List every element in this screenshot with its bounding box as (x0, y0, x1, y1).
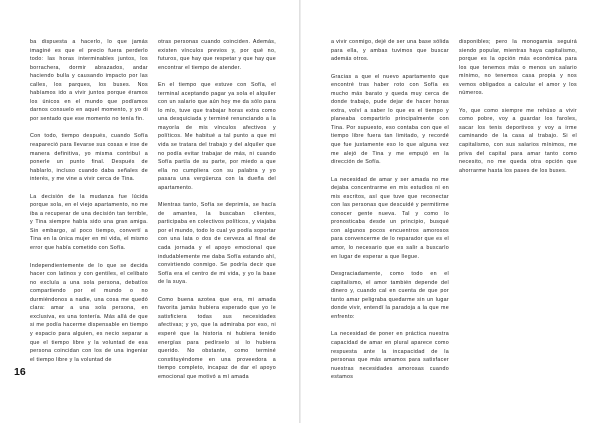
paragraph: En el tiempo que estuve con Sofía, el terminal aceptando pagar ya sola el alquiler con un salario que aún hoy me da sólo para lo mío, tuve que trabajar horas extra como una desquiciada y terminé renunciando a la mayoría de mis vínculos afectivos y políticos. Me habitué a tal punto a que mi vida se tratara del trabajo y del alquiler que no podía evitar trabajar de más, ni cuando Sofía partía de su parte, por miedo a que ella no cumpliera con su palabra y yo pasara una vergüenza con la dueña del apartamento. (158, 82, 276, 191)
left-page (0, 0, 299, 423)
paragraph: ba dispuesta a hacerlo, lo que jamás imaginé es que el precio fuera perderlo todo: las horas interminables juntos, los borrachera, dormir abrazados, andar haciendo bulla y causando impacto por las calles, los parques, los buses. Nos habíamos ido a vivir juntos porque éramos los únicos en el mundo que podíamos darnos consuelo en aquel momento, y yo di por sentado que ese momento no tenía fin. (30, 39, 148, 122)
paragraph: a vivir conmigo, dejé de ser una base sólida para ella, y ambas tuvimos que buscar además otros. (331, 39, 449, 63)
paragraph: Mientras tanto, Sofía se deprimía, se hacía de amantes, la buscaban clientes, participaba en colectivos políticos, y viajaba por el mundo, todo lo cual yo podía soportar con una lata o dos de cerveza al final de cada jornada y el apoyo emocional que indudablemente me daba Sofía estando ahí, convirtiendo conmigo. Se podría decir que Sofía era el centro de mi vida, y yo la base de la suya. (158, 202, 276, 286)
text-column-2 (158, 38, 276, 390)
paragraph: La necesidad de amar y ser amada no me dejaba concentrarme en mis estudios ni en mis escritos, así que tuve que reconectar con las personas que descuidé y permitirme conocer gente nueva. Tal y como lo pronosticaba desde un principio, busqué con algunos pocos encuentros amorosos para convencerme de lo reparador que es el amor, lo necesario que es salir a buscarlo en lugar de esperar a que llegue. (331, 176, 449, 260)
text-column-4 (459, 38, 577, 184)
paragraph: Con todo, tiempo después, cuando Sofía reapareció para llevarse sus cosas e irse de manera definitiva, yo misma contribuí a ponerle un punto final. Después de hablarlo, incluso cuando daba señales de interés, y me vine a vivir cerca de Tina. (30, 133, 148, 183)
right-page (301, 0, 600, 423)
paragraph: La necesidad de poner en práctica nuestra capacidad de amar en plural aparece como respuesta ante la incapacidad de la personas que más amamos para satisfacer nuestras necesidades amorosas cuando estamos (331, 331, 449, 381)
text-column-1 (30, 38, 148, 373)
text-column-3 (331, 38, 449, 391)
page-number: 16 (14, 366, 26, 378)
paragraph: Como buena azotea que era, mi amada favorita jamás hubiera esperado que yo le satisficiera todas sus necesidades afectivas; y yo, que la admiraba por eso, ni esperé que la historia ni hubiera tenido energías para pedírselo si lo hubiera querido. No obstante, como terminé constituyéndome en una proveedora a tiempo completo, incapaz de dar el apoyo emocional que motivó a mí amada (158, 296, 276, 380)
paragraph: disponibles; pero la monogamia seguirá siendo popular, mientras haya capitalismo, porque es la opción más económica para los que tenemos más o menos un salario mínimo, no tenemos casa propia y nos vemos obligados a calcular el amor y los números. (459, 39, 577, 97)
paragraph: La decisión de la mudanza fue lúcida porque sola, en el viejo apartamento, no me iba a recuperar de una decisión tan terrible, y Tina siempre había sido una gran amiga. Sin embargo, al poco tiempo, convertí a Tina en la única mujer en mi vida, el mismo error que había cometido con Sofía. (30, 193, 148, 252)
paragraph: Yo, que como siempre me rehúso a vivir como pobre, voy a guardar los faroles, sacar los tenis deportivos y voy a irme caminando de la casa al trabajo. Si el capitalismo, con sus salarios mínimos, me priva del capital para amar tanto como necesito, no me queda otra opción que ahorrarme hasta los pases de los buses. (459, 107, 577, 174)
paragraph: otras personas cuando coinciden. Además, existen vínculos previos y, por qué no, futuros, que hay que respetar y que hay que encontrar el tiempo de atender. (158, 39, 276, 71)
paragraph: Desgraciadamente, como todo en el capitalismo, el amor también depende del dinero y, cuando cal en cuenta de que por tanto amar peligraba quedarme sin un lugar donde vivir, entendí la paradoja a la que me enfrento: (331, 271, 449, 320)
paragraph: Independientemente de lo que se decida hacer con latinos y con gentiles, el celibato no excluía a una sola persona, debatíos compartiendo por el mundo o no durmiéndonos a nadie, una cosa me quedó clara: amar a una sola persona, en exclusiva, es una tontería. Más allá de que si me podía hacerme dispensable en tiempo y espacio para alguien, es necio separar a que el tiempo libre y la voluntad de esa persona coincidan con los de una ingeniar el tiempo libre y la voluntad de (30, 262, 148, 363)
paragraph: Gracias a que el nuevo apartamento que encontré tras haber roto con Sofía es mucho más barato y queda muy cerca de donde trabajo, pude dejar de hacer horas extra, volví a saber lo que es el tiempo y planeaba compartirlo principalmente con Tina. Por supuesto, eso contaba con que el tiempo libre fuera tan limitado, y recordé que fue justamente eso lo que alguna vez me alejó de Tina y me empujó en la dirección de Sofía. (331, 73, 449, 166)
